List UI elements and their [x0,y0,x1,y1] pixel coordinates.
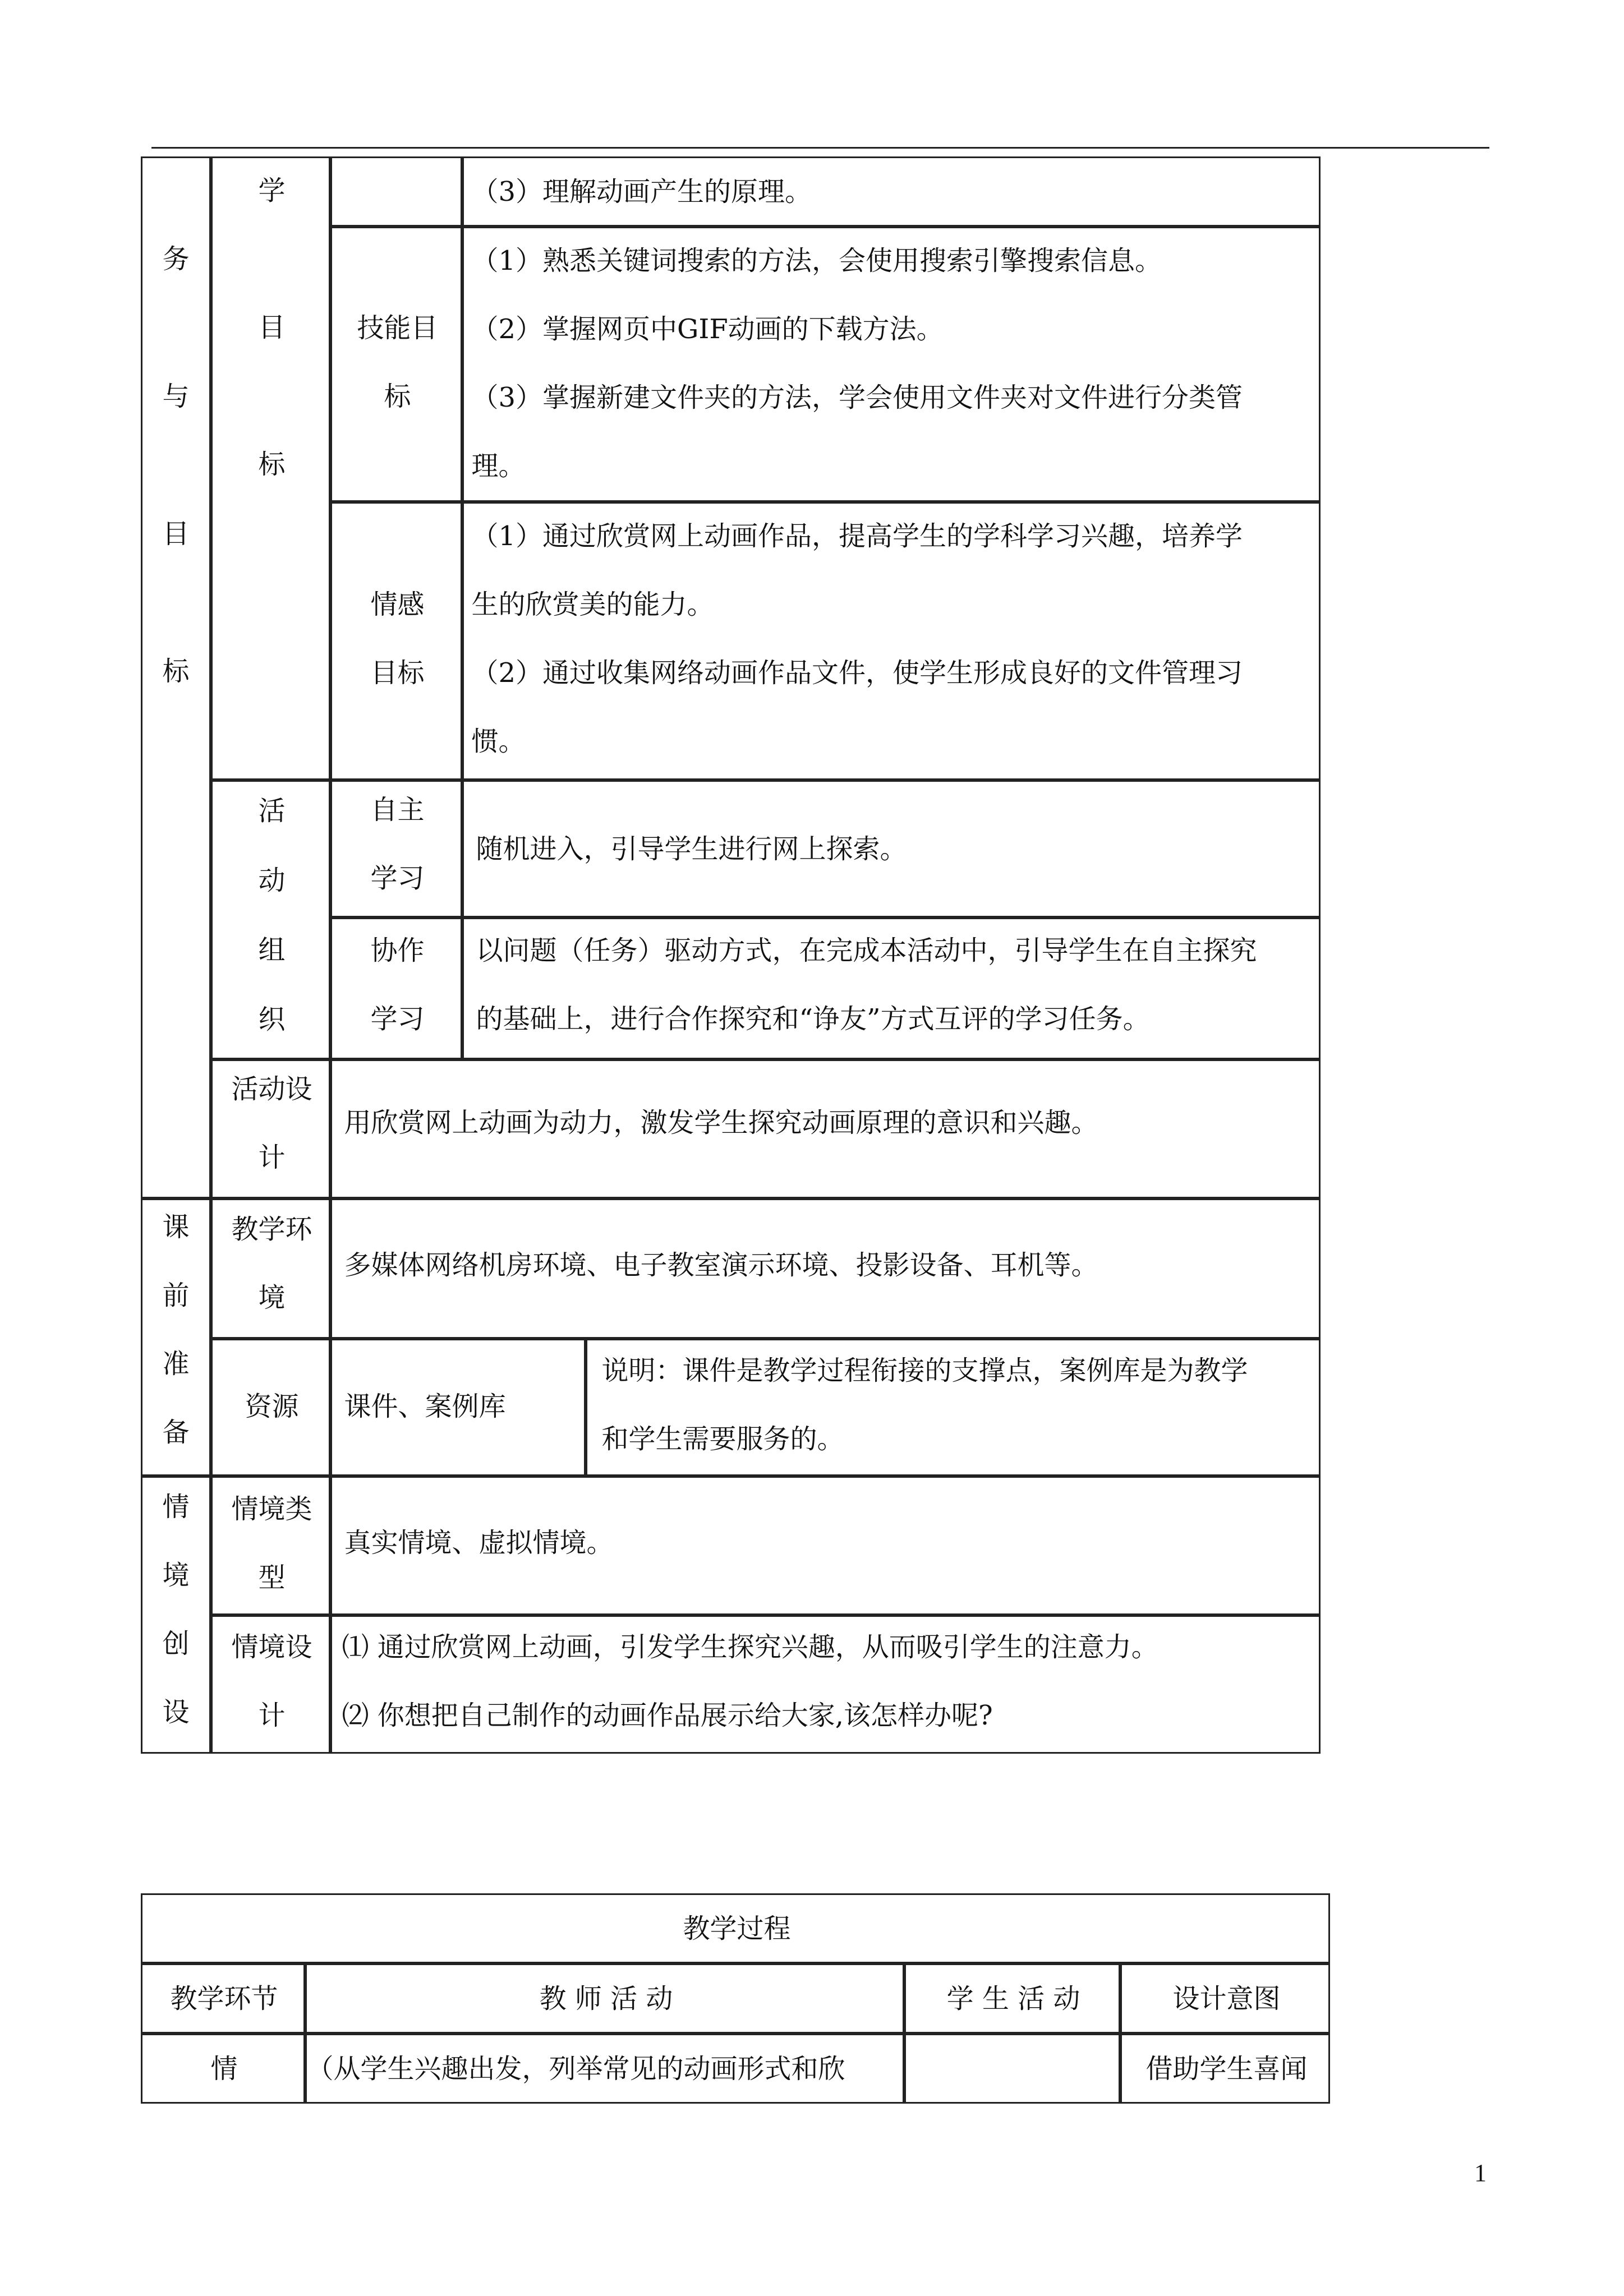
content-line: 惯。 [471,725,526,757]
cell-knowledge-empty [330,156,462,227]
content-line: （2）掌握网页中GIF动画的下载方法。 [471,313,944,345]
label-line: 自主 [370,794,425,826]
vertical-char: 目 [162,518,190,550]
content-line: （1）通过欣赏网上动画作品，提高学生的学科学习兴趣，培养学 [471,520,1243,552]
cell-scene-type-content [330,1476,1321,1615]
content-line: ⑵ 你想把自己制作的动画作品展示给大家,该怎样办呢? [342,1699,993,1731]
label-line: 型 [258,1561,286,1593]
header-cell-stage [141,1963,305,2034]
process-title: 教学过程 [683,1912,791,1944]
vertical-char: 境 [162,1559,190,1591]
label-line: 情感 [370,588,425,620]
cell-self-study-label [330,780,462,918]
cell-self-study-content [462,780,1321,918]
label-line: 活动设 [231,1073,312,1105]
label-line: 学习 [370,1003,425,1035]
label-line: 学习 [370,862,425,894]
content-line: （1）熟悉关键词搜索的方法，会使用搜索引擎搜索信息。 [471,245,1162,276]
column-header: 设计意图 [1172,1983,1281,2014]
cell-task-goal-label [141,156,211,1198]
content-line: 的基础上，进行合作探究和“诤友”方式互评的学习任务。 [476,1003,1150,1035]
label-line: 标 [384,380,411,412]
process-title-cell [141,1893,1330,1963]
cell-emotion-label [330,502,462,780]
vertical-char: 创 [162,1628,190,1659]
column-header: 教学环节 [170,1983,278,2014]
vertical-char: 标 [162,655,190,687]
vertical-char: 备 [162,1416,190,1448]
label-line: 技能目 [357,312,438,344]
content-line: 理。 [471,450,526,482]
vertical-char: 与 [162,380,190,412]
label-line: 情境设 [231,1631,312,1663]
cell-emotion-content [462,502,1321,780]
vertical-char: 组 [258,934,286,966]
row-cell-intent [1120,2034,1330,2104]
table-cell: （从学生兴趣出发，列举常见的动画形式和欣 [306,2053,845,2085]
column-header: 教 师 活 动 [539,1983,673,2014]
cell-skill-label [330,227,462,502]
row-cell-stage [141,2034,305,2104]
cell-activity-org-label [211,780,330,1059]
content-line: （3）掌握新建文件夹的方法，学会使用文件夹对文件进行分类管 [471,381,1243,413]
content-line: ⑴ 通过欣赏网上动画，引发学生探究兴趣，从而吸引学生的注意力。 [342,1631,1158,1663]
label-line: 协作 [370,934,425,966]
vertical-char: 活 [258,795,286,827]
content-line: （3）理解动画产生的原理。 [471,176,812,208]
row-cell-student [904,2034,1120,2104]
cell-resource-note [586,1339,1321,1476]
vertical-char: 学 [258,174,286,206]
label-line: 目标 [370,657,425,689]
label-line: 教学环 [231,1213,312,1245]
cell-scene-design-content [330,1615,1321,1754]
column-header: 学 生 活 动 [946,1983,1080,2014]
vertical-char: 动 [258,864,286,896]
content-line: 生的欣赏美的能力。 [471,588,714,620]
content-line: 真实情境、虚拟情境。 [344,1527,614,1559]
cell-goal-label [211,156,330,780]
vertical-char: 课 [162,1211,190,1243]
cell-skill-content [462,227,1321,502]
vertical-char: 准 [162,1348,190,1380]
vertical-char: 情 [162,1491,190,1523]
label-line: 计 [258,1699,286,1731]
cell-resource-label [211,1339,330,1476]
vertical-char: 前 [162,1279,190,1311]
content-line: 用欣赏网上动画为动力，激发学生探究动画原理的意识和兴趣。 [344,1106,1098,1138]
content-line: （2）通过收集网络动画作品文件，使学生形成良好的文件管理习 [471,657,1243,689]
content-line: 以问题（任务）驱动方式，在完成本活动中，引导学生在自主探究 [476,934,1257,966]
cell-activity-design-label [211,1059,330,1198]
cell-env-content [330,1198,1321,1339]
vertical-char: 务 [162,243,190,275]
content-line: 说明：课件是教学过程衔接的支撑点，案例库是为教学 [601,1354,1248,1386]
vertical-char: 织 [258,1003,286,1035]
cell-scene-label [141,1476,211,1754]
cell-env-label [211,1198,330,1339]
page-number: 1 [1474,2159,1487,2187]
vertical-char: 目 [258,311,286,343]
header-rule [151,147,1489,149]
label-line: 情境类 [231,1493,312,1525]
label-line: 计 [258,1141,286,1173]
cell-knowledge-content [462,156,1321,227]
cell-scene-design-label [211,1615,330,1754]
cell-prep-label [141,1198,211,1476]
content-line: 和学生需要服务的。 [601,1423,844,1455]
table-cell: 借助学生喜闻 [1145,2053,1308,2085]
header-cell-student [904,1963,1120,2034]
header-cell-teacher [305,1963,904,2034]
row-cell-teacher [305,2034,904,2104]
cell-scene-type-label [211,1476,330,1615]
label-line: 资源 [245,1390,299,1422]
vertical-char: 设 [162,1696,190,1728]
content-line: 随机进入，引导学生进行网上探索。 [476,833,907,865]
cell-coop-study-content [462,918,1321,1059]
header-cell-intent [1120,1963,1330,2034]
label-line: 境 [258,1281,286,1313]
content-line: 课件、案例库 [344,1390,506,1422]
table-cell: 情 [210,2053,238,2085]
content-line: 多媒体网络机房环境、电子教室演示环境、投影设备、耳机等。 [344,1249,1098,1281]
cell-resource-value [330,1339,586,1476]
cell-coop-study-label [330,918,462,1059]
cell-activity-design-content [330,1059,1321,1198]
vertical-char: 标 [258,448,286,480]
